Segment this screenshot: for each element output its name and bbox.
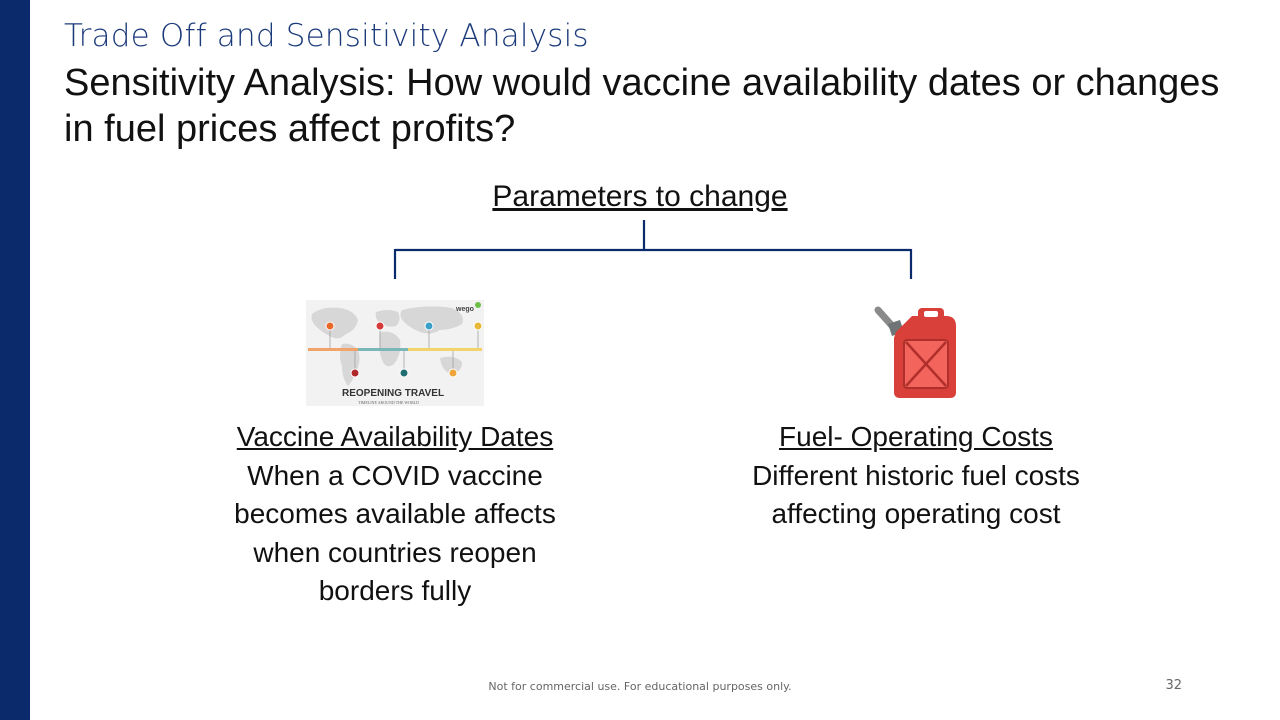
map-subline-label: TIMELINE AROUND THE WORLD bbox=[358, 400, 420, 405]
vaccine-dates-description: When a COVID vaccine becomes available affects when countries reopen borders fully bbox=[234, 459, 556, 606]
reopening-travel-map-image bbox=[306, 300, 484, 406]
page-number: 32 bbox=[1165, 678, 1182, 693]
vaccine-dates-heading: Vaccine Availability Dates bbox=[236, 421, 554, 452]
map-headline-label: REOPENING TRAVEL bbox=[342, 388, 445, 399]
footer-disclaimer: Not for commercial use. For educational purposes only. bbox=[488, 680, 792, 693]
fuel-can-icon bbox=[872, 302, 958, 400]
diagram-root-label: Parameters to change bbox=[492, 180, 788, 213]
map-brand-label: wego bbox=[456, 306, 474, 313]
fuel-costs-heading: Fuel- Operating Costs bbox=[779, 421, 1053, 452]
section-title: Trade Off and Sensitivity Analysis bbox=[64, 18, 589, 54]
slide-title: Sensitivity Analysis: How would vaccine availability dates or changes in fuel prices affect profits? bbox=[64, 62, 1220, 150]
vaccine-dates-block bbox=[230, 418, 560, 611]
fuel-costs-description: Different historic fuel costs affecting operating cost bbox=[752, 459, 1080, 529]
fuel-costs-block bbox=[740, 418, 1092, 534]
